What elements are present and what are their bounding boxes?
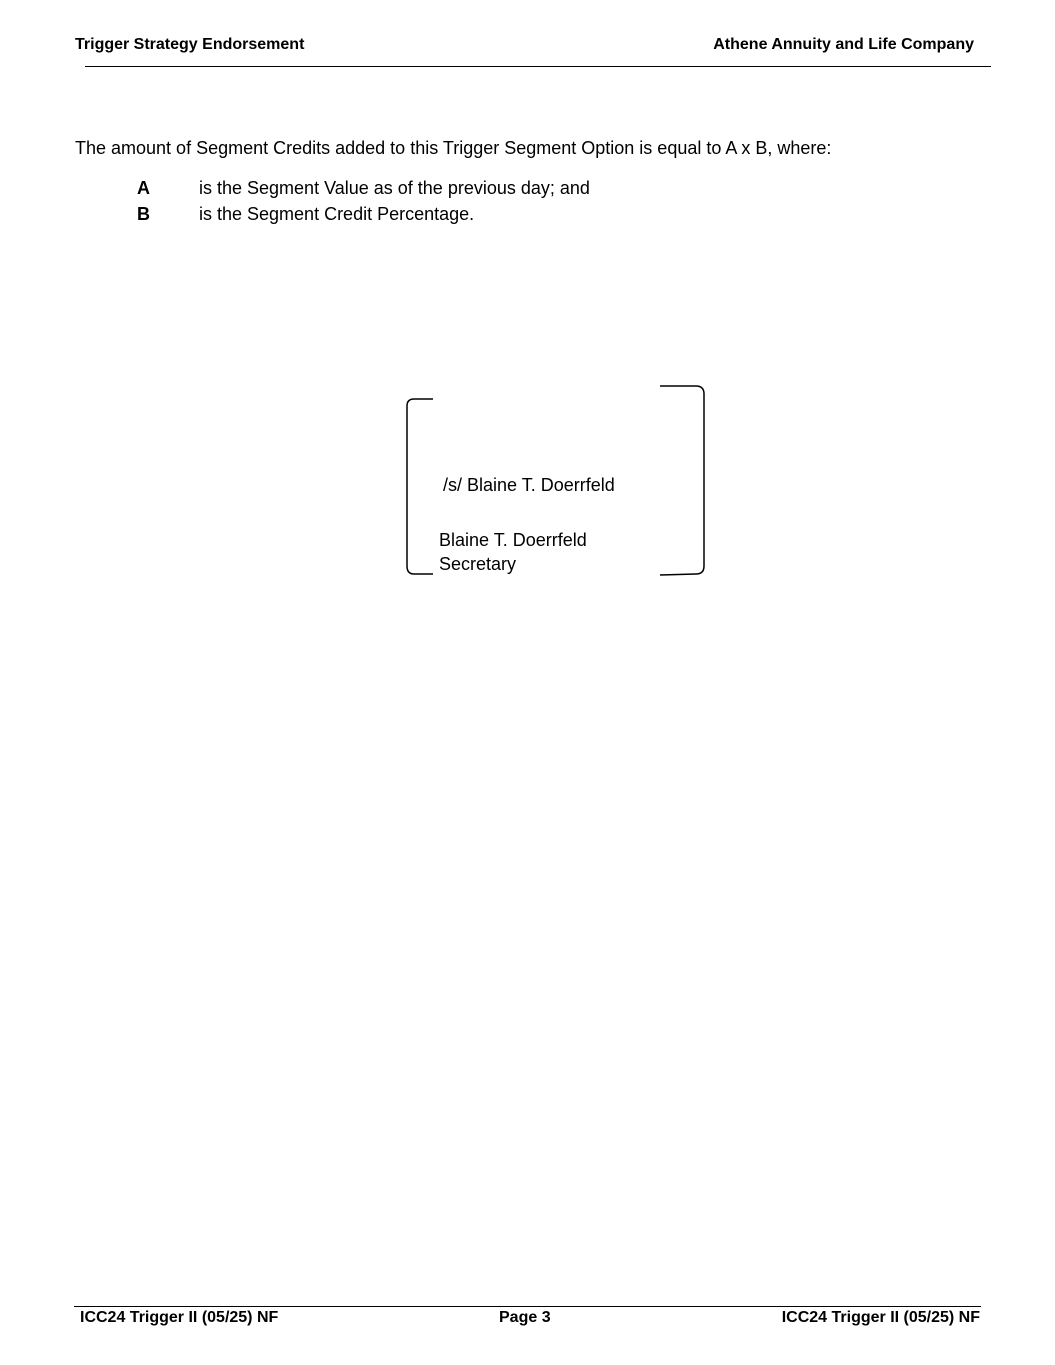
right-bracket [660,386,704,575]
signatory-title: Secretary [439,554,517,574]
intro-paragraph: The amount of Segment Credits added to this Trigger Segment Option is equal to A x B, where: [75,138,832,158]
footer-form-number-left: ICC24 Trigger II (05/25) NF [80,1309,279,1326]
signature-line: /s/ Blaine T. Doerrfeld [443,475,615,495]
definition-term-a: A [137,178,150,198]
left-bracket [407,399,433,574]
footer-divider [74,1306,981,1307]
definition-text-a: is the Segment Value as of the previous day; and [199,178,590,198]
footer-form-number-right: ICC24 Trigger II (05/25) NF [781,1309,980,1326]
footer-page-number: Page 3 [499,1309,551,1326]
definition-term-b: B [137,204,150,224]
definition-text-b: is the Segment Credit Percentage. [199,204,475,224]
header-document-title: Trigger Strategy Endorsement [75,36,305,53]
signatory-name: Blaine T. Doerrfeld [439,530,587,550]
header-company-name: Athene Annuity and Life Company [713,36,974,53]
